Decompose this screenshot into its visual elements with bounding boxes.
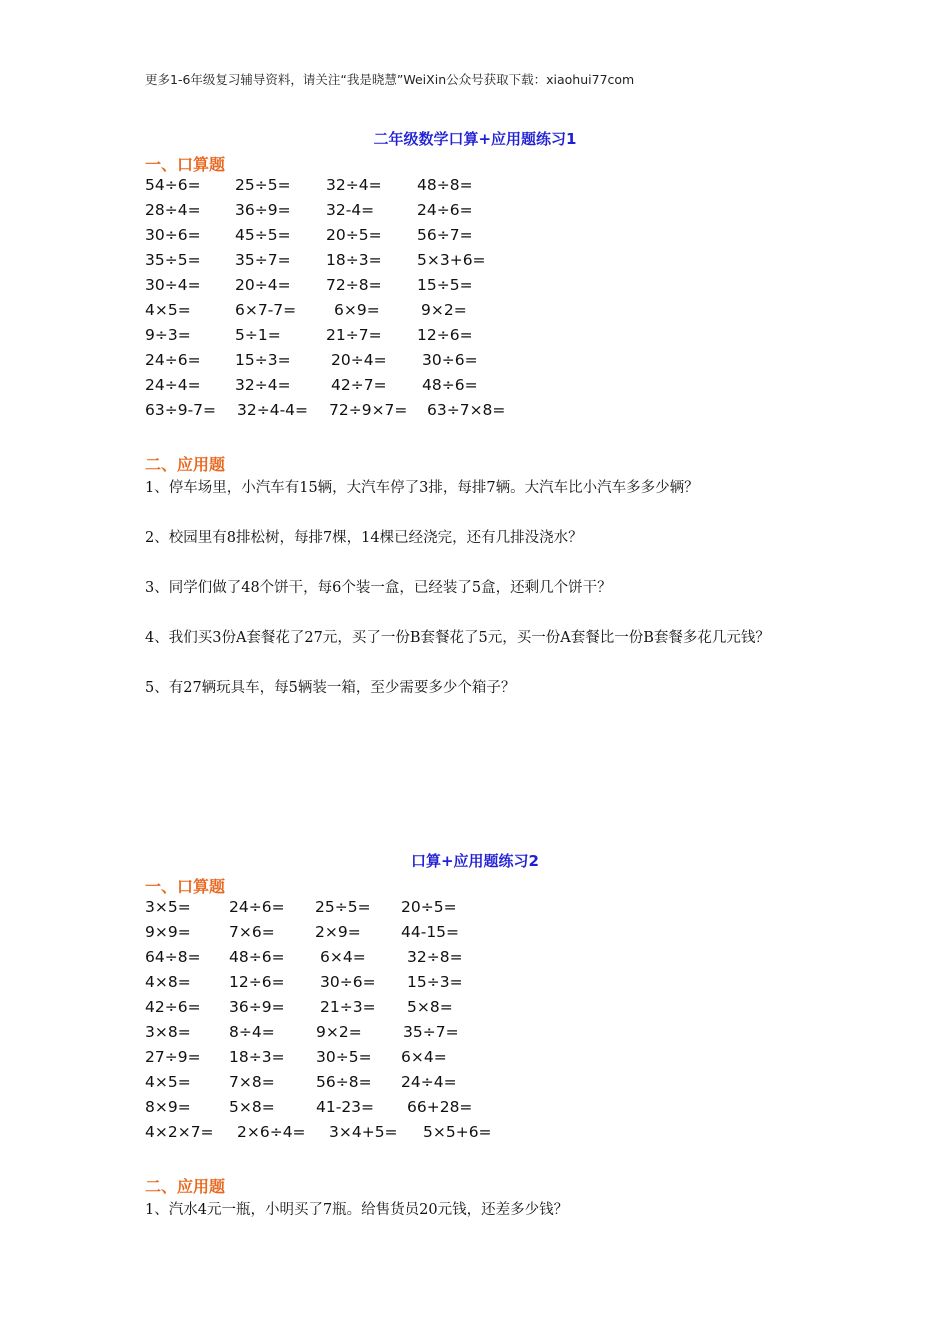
oral-problem: 6×9= <box>334 301 380 319</box>
oral-problem: 20÷4= <box>235 276 291 294</box>
oral-problem: 15÷3= <box>407 973 463 991</box>
word-problem: 3、同学们做了48个饼干，每6个装一盒，已经装了5盒，还剩几个饼干？ <box>145 580 612 596</box>
oral-problem: 30÷6= <box>145 226 201 244</box>
oral-problem: 2×9= <box>315 923 361 941</box>
header-note: 更多1-6年级复习辅导资料，请关注“我是晓慧”WeiXin公众号获取下载：xiaohui77com <box>145 72 635 87</box>
oral-problem: 32÷8= <box>407 948 463 966</box>
word-problem: 1、汽水4元一瓶，小明买了7瓶。给售货员20元钱，还差多少钱？ <box>145 1202 569 1218</box>
oral-problem: 21÷3= <box>320 998 376 1016</box>
oral-problem: 3×4+5= <box>329 1123 398 1141</box>
word-problem: 4、我们买3份A套餐花了27元，买了一份B套餐花了5元，买一份A套餐比一份B套餐多花几元钱？ <box>145 630 770 646</box>
oral-problem: 4×8= <box>145 973 191 991</box>
oral-problem: 32÷4-4= <box>237 401 309 419</box>
exercise2-title: 口算+应用题练习2 <box>410 852 539 870</box>
oral-problem: 4×2×7= <box>145 1123 214 1141</box>
exercise1-title: 二年级数学口算+应用题练习1 <box>373 130 577 148</box>
oral-problem: 5÷1= <box>235 326 281 344</box>
oral-problem: 25÷5= <box>235 176 291 194</box>
oral-problem: 6×7-7= <box>235 301 297 319</box>
exercise2-word-heading: 二、应用题 <box>145 1177 226 1196</box>
oral-problem: 12÷6= <box>417 326 473 344</box>
oral-problem: 72÷8= <box>326 276 382 294</box>
oral-problem: 28÷4= <box>145 201 201 219</box>
oral-problem: 45÷5= <box>235 226 291 244</box>
oral-problem: 15÷3= <box>235 351 291 369</box>
oral-problem: 9÷3= <box>145 326 191 344</box>
exercise2-word-problems <box>145 1198 815 1248</box>
oral-problem: 63÷7×8= <box>427 401 506 419</box>
oral-problem: 24÷4= <box>145 376 201 394</box>
oral-problem: 25÷5= <box>315 898 371 916</box>
exercise1-oral-heading: 一、口算题 <box>145 155 226 174</box>
oral-problem: 20÷5= <box>401 898 457 916</box>
oral-problem: 66+28= <box>407 1098 473 1116</box>
oral-problem: 9×2= <box>421 301 467 319</box>
oral-problem: 12÷6= <box>229 973 285 991</box>
oral-problem: 32-4= <box>326 201 375 219</box>
oral-problem: 42÷6= <box>145 998 201 1016</box>
oral-problem: 56÷8= <box>316 1073 372 1091</box>
oral-problem: 18÷3= <box>229 1048 285 1066</box>
exercise2-oral-heading: 一、口算题 <box>145 877 226 896</box>
oral-problem: 24÷6= <box>229 898 285 916</box>
oral-problem: 35÷7= <box>403 1023 459 1041</box>
oral-problem: 32÷4= <box>326 176 382 194</box>
oral-problem: 9×9= <box>145 923 191 941</box>
oral-problem: 48÷8= <box>417 176 473 194</box>
oral-problem: 7×6= <box>229 923 275 941</box>
oral-problem: 64÷8= <box>145 948 201 966</box>
word-problem: 2、校园里有8排松树，每排7棵，14棵已经浇完，还有几排没浇水？ <box>145 530 583 546</box>
oral-problem: 5×8= <box>407 998 453 1016</box>
oral-problem: 5×5+6= <box>423 1123 492 1141</box>
oral-problem: 56÷7= <box>417 226 473 244</box>
oral-problem: 48÷6= <box>422 376 478 394</box>
oral-problem: 4×5= <box>145 301 191 319</box>
oral-problem: 32÷4= <box>235 376 291 394</box>
oral-problem: 20÷4= <box>331 351 387 369</box>
oral-problem: 2×6÷4= <box>237 1123 306 1141</box>
oral-problem: 8÷4= <box>229 1023 275 1041</box>
oral-problem: 30÷4= <box>145 276 201 294</box>
oral-problem: 9×2= <box>316 1023 362 1041</box>
oral-problem: 3×5= <box>145 898 191 916</box>
oral-problem: 5×3+6= <box>417 251 486 269</box>
oral-problem: 41-23= <box>316 1098 375 1116</box>
word-problem: 5、有27辆玩具车，每5辆装一箱，至少需要多少个箱子？ <box>145 680 516 696</box>
oral-problem: 5×8= <box>229 1098 275 1116</box>
oral-problem: 20÷5= <box>326 226 382 244</box>
oral-problem: 36÷9= <box>235 201 291 219</box>
oral-problem: 30÷6= <box>422 351 478 369</box>
oral-problem: 48÷6= <box>229 948 285 966</box>
oral-problem: 3×8= <box>145 1023 191 1041</box>
oral-problem: 15÷5= <box>417 276 473 294</box>
oral-problem: 44-15= <box>401 923 460 941</box>
oral-problem: 72÷9×7= <box>329 401 408 419</box>
oral-problem: 6×4= <box>401 1048 447 1066</box>
oral-problem: 63÷9-7= <box>145 401 217 419</box>
oral-problem: 36÷9= <box>229 998 285 1016</box>
oral-problem: 7×8= <box>229 1073 275 1091</box>
oral-problem: 18÷3= <box>326 251 382 269</box>
oral-problem: 35÷5= <box>145 251 201 269</box>
oral-problem: 24÷6= <box>145 351 201 369</box>
oral-problem: 24÷6= <box>417 201 473 219</box>
oral-problem: 30÷5= <box>316 1048 372 1066</box>
oral-problem: 24÷4= <box>401 1073 457 1091</box>
oral-problem: 4×5= <box>145 1073 191 1091</box>
word-problem: 1、停车场里，小汽车有15辆，大汽车停了3排，每排7辆。大汽车比小汽车多多少辆？ <box>145 480 699 496</box>
oral-problem: 42÷7= <box>331 376 387 394</box>
oral-problem: 8×9= <box>145 1098 191 1116</box>
oral-problem: 54÷6= <box>145 176 201 194</box>
oral-problem: 21÷7= <box>326 326 382 344</box>
oral-problem: 30÷6= <box>320 973 376 991</box>
oral-problem: 27÷9= <box>145 1048 201 1066</box>
oral-problem: 6×4= <box>320 948 366 966</box>
exercise1-word-problems <box>145 476 815 726</box>
oral-problem: 35÷7= <box>235 251 291 269</box>
exercise1-word-heading: 二、应用题 <box>145 455 226 474</box>
